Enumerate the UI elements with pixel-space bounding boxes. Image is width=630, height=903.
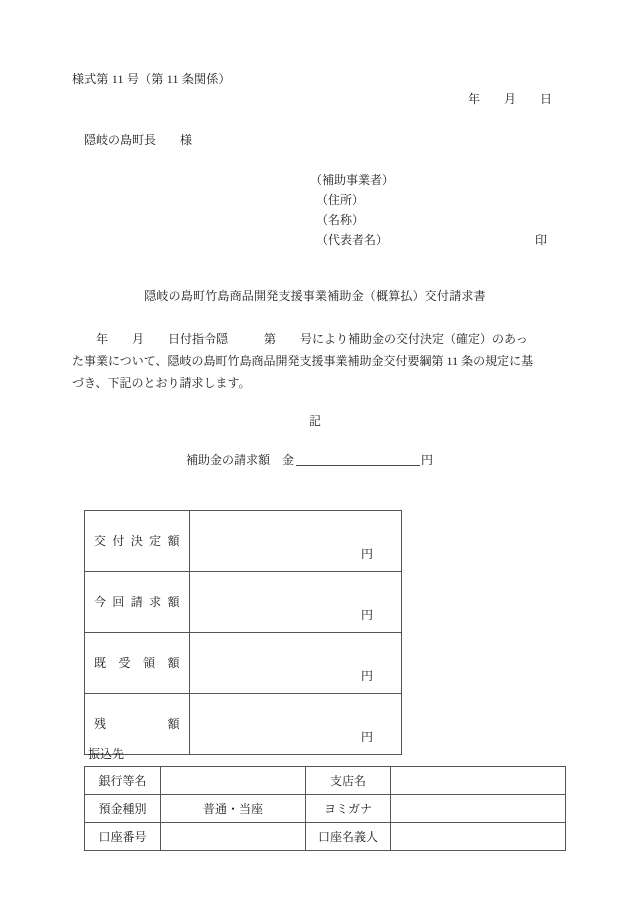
applicant-block xyxy=(310,171,548,251)
bank-row-0-value-2[interactable] xyxy=(391,767,566,795)
bank-row-1-label-1: 預金種別 xyxy=(85,795,161,823)
request-amount-unit: 円 xyxy=(421,453,434,467)
amount-row-value-0[interactable] xyxy=(190,511,402,572)
bank-row-1-value-1[interactable]: 普通・当座 xyxy=(161,795,306,823)
table-row xyxy=(85,633,402,694)
amount-row-label-0: 交付決定額 xyxy=(85,511,190,572)
body-paragraph xyxy=(72,328,559,394)
table-row xyxy=(85,511,402,572)
seal-mark-icon: 印 xyxy=(535,233,548,247)
addressee-line: 隠岐の島町長 様 xyxy=(84,133,193,147)
date-line: 年 月 日 xyxy=(467,92,552,106)
table-row xyxy=(85,795,566,823)
page-title: 隠岐の島町竹島商品開発支援事業補助金（概算払）交付請求書 xyxy=(144,289,486,303)
bank-row-0-value-1[interactable] xyxy=(161,767,306,795)
applicant-representative xyxy=(310,231,548,251)
amount-table xyxy=(84,510,402,755)
amount-row-value-1[interactable] xyxy=(190,572,402,633)
table-row xyxy=(85,694,402,755)
body-line-1: 年 月 日付指令隠 第 号により補助金の交付決定（確定）のあっ xyxy=(72,332,528,346)
body-line-3: づき、下記のとおり請求します。 xyxy=(72,376,251,390)
bank-section-label: 振込先 xyxy=(88,747,125,761)
bank-row-2-value-1[interactable] xyxy=(161,823,306,851)
bank-row-2-label-1: 口座番号 xyxy=(85,823,161,851)
applicant-name: （名称） xyxy=(316,213,365,227)
table-row xyxy=(85,572,402,633)
amount-row-unit-3: 円 xyxy=(360,730,373,744)
request-amount-label: 補助金の請求額 金 xyxy=(186,453,295,467)
bank-table xyxy=(84,766,566,851)
amount-row-label-3: 残額 xyxy=(85,694,190,755)
amount-row-value-3[interactable] xyxy=(190,694,402,755)
bank-row-1-label-2: ヨミガナ xyxy=(306,795,391,823)
amount-row-unit-2: 円 xyxy=(360,669,373,683)
bank-row-2-value-2[interactable] xyxy=(391,823,566,851)
amount-row-value-2[interactable] xyxy=(190,633,402,694)
bank-row-0-label-1: 銀行等名 xyxy=(85,767,161,795)
bank-row-0-label-2: 支店名 xyxy=(306,767,391,795)
amount-row-unit-1: 円 xyxy=(360,608,373,622)
amount-row-unit-0: 円 xyxy=(360,547,373,561)
body-line-2: た事業について、隠岐の島町竹島商品開発支援事業補助金交付要綱第 11 条の規定に基 xyxy=(72,354,534,368)
amount-row-label-2: 既受領額 xyxy=(85,633,190,694)
form-number: 様式第 11 号（第 11 条関係） xyxy=(72,72,231,86)
bank-row-2-label-2: 口座名義人 xyxy=(306,823,391,851)
request-amount-line xyxy=(186,451,433,469)
applicant-address: （住所） xyxy=(316,193,365,207)
bank-row-1-value-2[interactable] xyxy=(391,795,566,823)
applicant-representative-label: （代表者名） xyxy=(316,233,389,247)
amount-row-label-1: 今回請求額 xyxy=(85,572,190,633)
table-row xyxy=(85,823,566,851)
table-row xyxy=(85,767,566,795)
ki-marker: 記 xyxy=(308,414,321,428)
applicant-heading: （補助事業者） xyxy=(310,173,395,187)
request-amount-input[interactable] xyxy=(296,452,420,466)
